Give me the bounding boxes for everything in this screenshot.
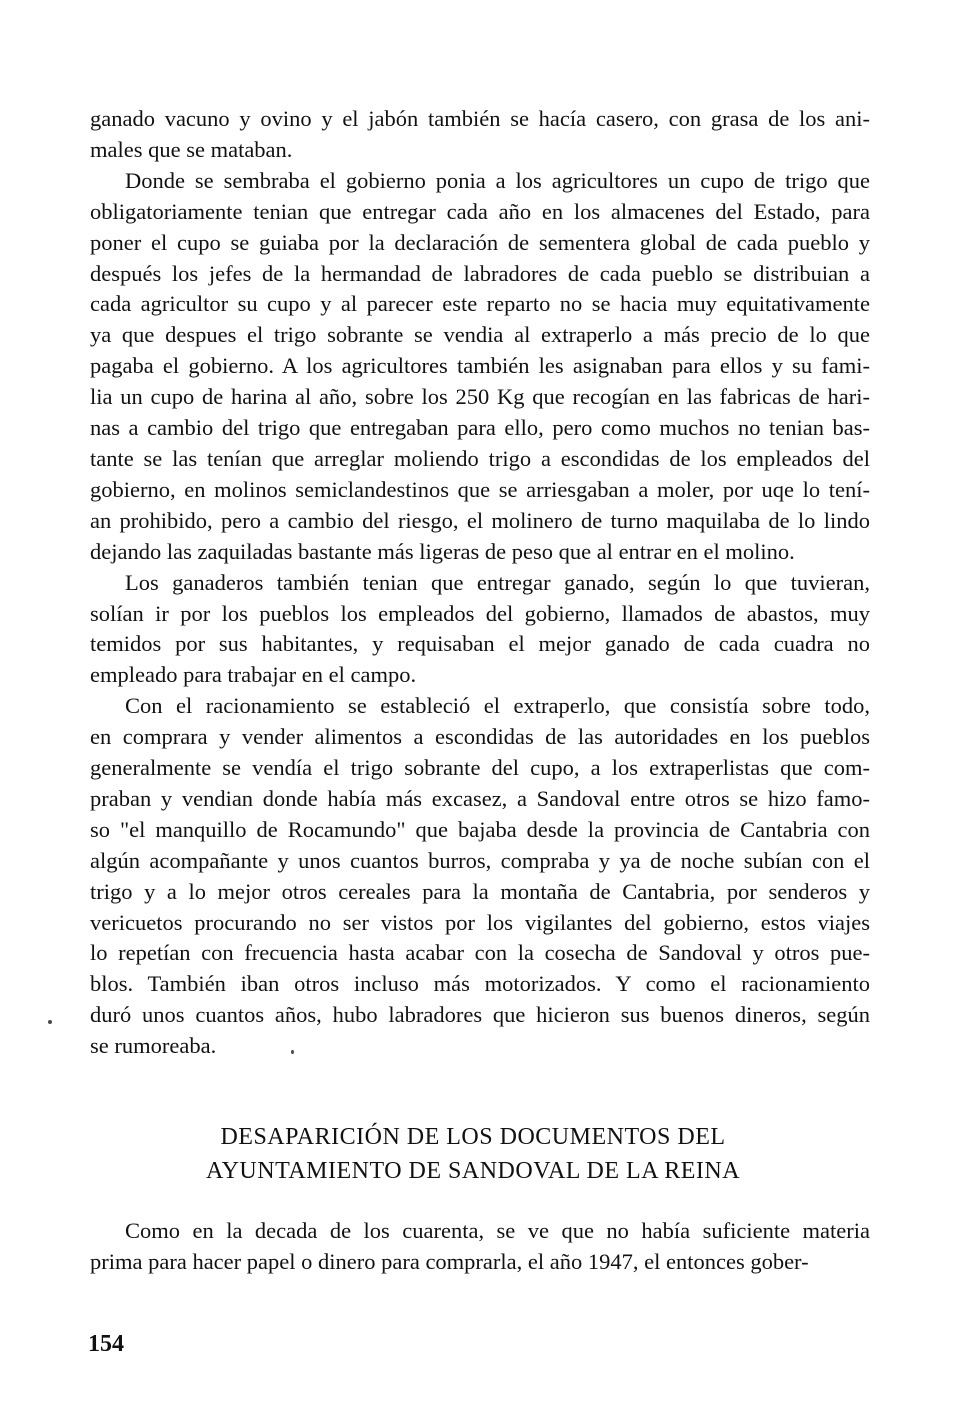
page-number: 154 [88,1331,124,1357]
text-line: generalmente se vendía el trigo sobrante del cupo, a los extraperlistas que com- [90,755,870,781]
scan-artifact-dot [48,1020,52,1024]
paragraph-continuation [90,104,870,166]
scan-artifact-dot [291,1050,294,1054]
text-line: blos. También iban otros incluso más motorizados. Y como el racionamiento [90,971,870,997]
text-line: algún acompañante y unos cuantos burros, compraba y ya de noche subían con el [90,847,870,873]
paragraph-cupo-de-trigo [90,166,870,568]
text-line: lia un cupo de harina al año, sobre los 250 Kg que recogían en las fabricas de hari- [90,384,870,410]
paragraph-decada-cuarenta [90,1216,870,1278]
text-line: ganado vacuno y ovino y el jabón también se hacía casero, con grasa de los ani- [90,106,870,131]
paragraph-ganaderos [90,568,870,692]
text-line: dejando las zaquiladas bastante más ligeras de peso que al entrar en el molino. [90,538,795,564]
text-line: Con el racionamiento se estableció el extraperlo, que consistía sobre todo, [125,693,870,719]
text-line: nas a cambio del trigo que entregaban para ello, pero como muchos no tenian bas- [90,415,870,441]
section-heading-line-1: DESAPARICIÓN DE LOS DOCUMENTOS DEL [220,1124,726,1151]
text-line: tante se las tenían que arreglar moliendo trigo a escondidas de los empleados del [90,445,870,471]
text-line: obligatoriamente tenian que entregar cada año en los almacenes del Estado, para [90,198,870,224]
text-line: solían ir por los pueblos los empleados del gobierno, llamados de abastos, muy [90,600,870,626]
text-line: se rumoreaba. [90,1033,217,1059]
text-line: temidos por sus habitantes, y requisaban el mejor ganado de cada cuadra no [90,631,870,657]
text-line: cada agricultor su cupo y al parecer este reparto no se hacia muy equitativamente [90,291,870,317]
text-line: después los jefes de la hermandad de labradores de cada pueblo se distribuian a [90,260,870,286]
text-line: prima para hacer papel o dinero para comprarla, el año 1947, el entonces gober- [90,1249,809,1274]
text-line: gobierno, en molinos semiclandestinos que se arriesgaban a moler, por uqe lo tení- [90,476,870,502]
text-line: praban y vendian donde había más excasez, a Sandoval entre otros se hizo famo- [90,785,870,811]
text-line: Como en la decada de los cuarenta, se ve que no había suficiente materia [125,1218,870,1244]
text-line: vericuetos procurando no ser vistos por los vigilantes del gobierno, estos viajes [90,909,870,935]
text-line: poner el cupo se guiaba por la declaración de sementera global de cada pueblo y [90,229,870,255]
body-text [90,104,870,1278]
text-line: trigo y a lo mejor otros cereales para la montaña de Cantabria, por senderos y [90,878,870,904]
text-line: so "el manquillo de Rocamundo" que bajaba desde la provincia de Cantabria con [90,816,870,842]
section-heading [83,1120,863,1188]
text-line: lo repetían con frecuencia hasta acabar con la cosecha de Sandoval y otros pue- [90,940,870,966]
text-line: empleado para trabajar en el campo. [90,662,417,688]
text-line: males que se mataban. [90,136,293,162]
text-line: en comprara y vender alimentos a escondidas de las autoridades en los pueblos [90,724,870,750]
text-line: an prohibido, pero a cambio del riesgo, el molinero de turno maquilaba de lo lindo [90,507,870,533]
text-line: pagaba el gobierno. A los agricultores también les asignaban para ellos y su fami- [90,353,870,379]
paragraph-extraperlo [90,691,870,1062]
text-line: ya que despues el trigo sobrante se vendia al extraperlo a más precio de lo que [90,322,870,348]
text-line: duró unos cuantos años, hubo labradores que hicieron sus buenos dineros, según [90,1002,870,1028]
text-line: Los ganaderos también tenian que entregar ganado, según lo que tuvieran, [125,569,870,595]
section-heading-line-2: AYUNTAMIENTO DE SANDOVAL DE LA REINA [205,1158,741,1185]
text-line: Donde se sembraba el gobierno ponia a los agricultores un cupo de trigo que [125,167,870,193]
